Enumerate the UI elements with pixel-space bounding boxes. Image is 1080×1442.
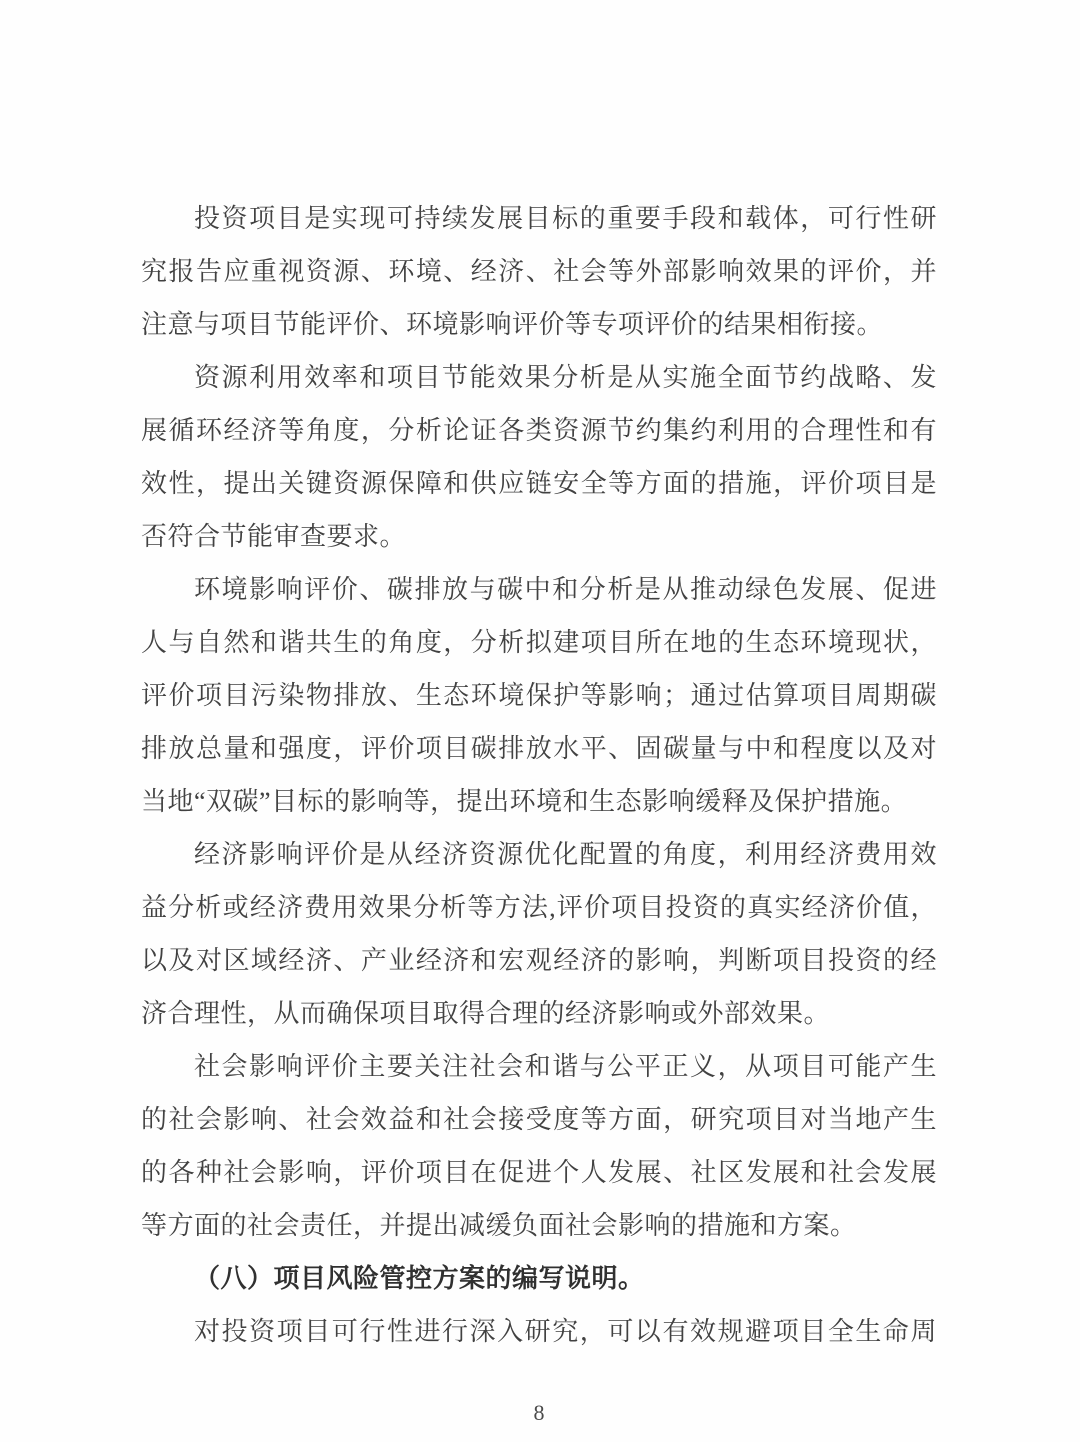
paragraph	[141, 351, 937, 563]
paragraph	[141, 1305, 937, 1358]
text-line: 经济影响评价是从经济资源优化配置的角度，利用经济费用效	[194, 840, 937, 869]
text-line: 的各种社会影响，评价项目在促进个人发展、社区发展和社会发展	[141, 1158, 937, 1187]
text-line: 等方面的社会责任，并提出减缓负面社会影响的措施和方案。	[141, 1211, 857, 1240]
page-number: 8	[533, 1400, 545, 1425]
text-line: 展循环经济等角度，分析论证各类资源节约集约利用的合理性和有	[141, 416, 937, 445]
text-line: 对投资项目可行性进行深入研究，可以有效规避项目全生命周	[194, 1317, 937, 1346]
text-line: 资源利用效率和项目节能效果分析是从实施全面节约战略、发	[194, 363, 937, 392]
document-body	[141, 192, 937, 1358]
paragraph	[141, 828, 937, 1040]
text-line: 的社会影响、社会效益和社会接受度等方面，研究项目对当地产生	[141, 1105, 937, 1134]
text-line: 益分析或经济费用效果分析等方法,评价项目投资的真实经济价值，	[141, 893, 937, 922]
paragraph	[141, 1040, 937, 1252]
text-line: 否符合节能审查要求。	[141, 522, 407, 551]
text-line: 济合理性，从而确保项目取得合理的经济影响或外部效果。	[141, 999, 831, 1028]
text-line: 当地“双碳”目标的影响等，提出环境和生态影响缓释及保护措施。	[141, 787, 908, 816]
section-heading	[141, 1252, 937, 1305]
text-line: 究报告应重视资源、环境、经济、社会等外部影响效果的评价，并	[141, 257, 937, 286]
text-line: 排放总量和强度，评价项目碳排放水平、固碳量与中和程度以及对	[141, 734, 937, 763]
text-line: 社会影响评价主要关注社会和谐与公平正义，从项目可能产生	[194, 1052, 937, 1081]
text-line: 环境影响评价、碳排放与碳中和分析是从推动绿色发展、促进	[194, 575, 937, 604]
text-line: 评价项目污染物排放、生态环境保护等影响；通过估算项目周期碳	[141, 681, 937, 710]
text-line: 人与自然和谐共生的角度，分析拟建项目所在地的生态环境现状，	[141, 628, 937, 657]
text-line: 投资项目是实现可持续发展目标的重要手段和载体，可行性研	[194, 204, 937, 233]
text-line: 以及对区域经济、产业经济和宏观经济的影响，判断项目投资的经	[141, 946, 937, 975]
paragraph	[141, 192, 937, 351]
text-line: 注意与项目节能评价、环境影响评价等专项评价的结果相衔接。	[141, 310, 884, 339]
paragraph	[141, 563, 937, 828]
text-line: （八）项目风险管控方案的编写说明。	[194, 1264, 645, 1293]
text-line: 效性，提出关键资源保障和供应链安全等方面的措施，评价项目是	[141, 469, 937, 498]
